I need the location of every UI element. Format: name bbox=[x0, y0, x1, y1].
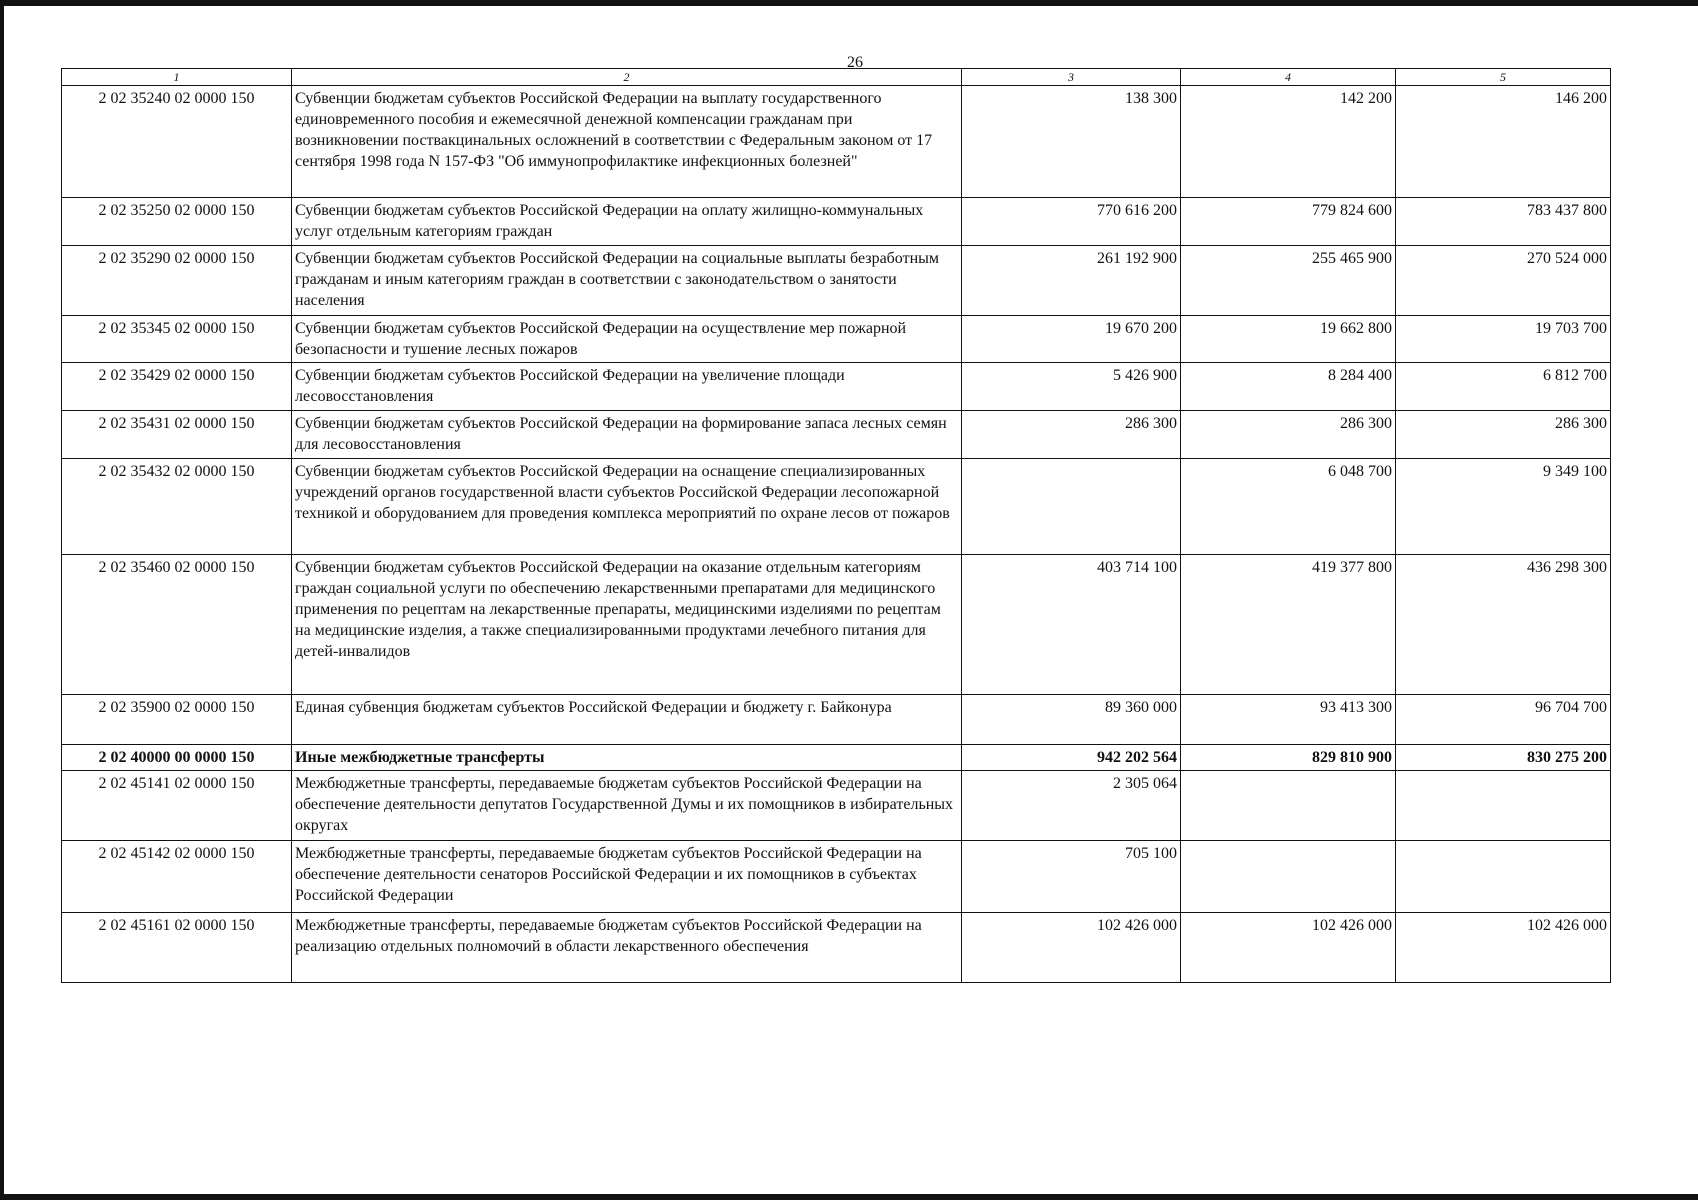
value-col-4: 102 426 000 bbox=[1181, 913, 1396, 983]
value-col-4 bbox=[1181, 841, 1396, 913]
value-col-5 bbox=[1396, 841, 1611, 913]
value-col-3: 286 300 bbox=[962, 411, 1181, 459]
value-col-5: 270 524 000 bbox=[1396, 246, 1611, 316]
value-col-4: 8 284 400 bbox=[1181, 363, 1396, 411]
value-col-4: 286 300 bbox=[1181, 411, 1396, 459]
revenue-name: Субвенции бюджетам субъектов Российской Федерации на оснащение специализированных учреждений органов государственной власти субъектов Российской Федерации лесопожарной техникой и оборудованием для проведения комплекса мероприятий по охране лесов от пожаров bbox=[292, 459, 962, 555]
value-col-3: 138 300 bbox=[962, 86, 1181, 198]
revenue-name: Субвенции бюджетам субъектов Российской Федерации на увеличение площади лесовосстановления bbox=[292, 363, 962, 411]
table-row bbox=[62, 555, 1611, 695]
value-col-3 bbox=[962, 459, 1181, 555]
table-row bbox=[62, 913, 1611, 983]
revenue-name: Межбюджетные трансферты, передаваемые бюджетам субъектов Российской Федерации на обеспечение деятельности сенаторов Российской Федерации и их помощников в субъектах Российской Федерации bbox=[292, 841, 962, 913]
budget-code: 2 02 35290 02 0000 150 bbox=[62, 246, 292, 316]
scan-border-bottom bbox=[0, 1194, 1698, 1200]
budget-code: 2 02 35432 02 0000 150 bbox=[62, 459, 292, 555]
value-col-5: 436 298 300 bbox=[1396, 555, 1611, 695]
budget-code: 2 02 40000 00 0000 150 bbox=[62, 745, 292, 771]
value-col-5: 19 703 700 bbox=[1396, 316, 1611, 363]
table-row bbox=[62, 695, 1611, 745]
value-col-4: 19 662 800 bbox=[1181, 316, 1396, 363]
table-row-total bbox=[62, 745, 1611, 771]
value-col-3: 19 670 200 bbox=[962, 316, 1181, 363]
value-col-4 bbox=[1181, 771, 1396, 841]
value-col-3: 89 360 000 bbox=[962, 695, 1181, 745]
value-col-4: 419 377 800 bbox=[1181, 555, 1396, 695]
header-col-3: 3 bbox=[962, 69, 1181, 86]
page-number: 26 bbox=[847, 54, 863, 71]
value-col-5: 830 275 200 bbox=[1396, 745, 1611, 771]
value-col-3: 403 714 100 bbox=[962, 555, 1181, 695]
budget-code: 2 02 45142 02 0000 150 bbox=[62, 841, 292, 913]
value-col-3: 705 100 bbox=[962, 841, 1181, 913]
scan-border-top bbox=[0, 0, 1698, 6]
budget-code: 2 02 35345 02 0000 150 bbox=[62, 316, 292, 363]
header-row bbox=[62, 69, 1611, 86]
value-col-3: 5 426 900 bbox=[962, 363, 1181, 411]
budget-code: 2 02 35250 02 0000 150 bbox=[62, 198, 292, 246]
revenue-name: Единая субвенция бюджетам субъектов Российской Федерации и бюджету г. Байконура bbox=[292, 695, 962, 745]
table-row bbox=[62, 841, 1611, 913]
budget-code: 2 02 35900 02 0000 150 bbox=[62, 695, 292, 745]
revenue-name: Субвенции бюджетам субъектов Российской Федерации на оплату жилищно-коммунальных услуг отдельным категориям граждан bbox=[292, 198, 962, 246]
value-col-5: 96 704 700 bbox=[1396, 695, 1611, 745]
header-col-2: 2 bbox=[292, 69, 962, 86]
value-col-5: 286 300 bbox=[1396, 411, 1611, 459]
budget-code: 2 02 45141 02 0000 150 bbox=[62, 771, 292, 841]
budget-table bbox=[61, 68, 1611, 983]
value-col-5 bbox=[1396, 771, 1611, 841]
value-col-3: 2 305 064 bbox=[962, 771, 1181, 841]
value-col-3: 770 616 200 bbox=[962, 198, 1181, 246]
value-col-4: 6 048 700 bbox=[1181, 459, 1396, 555]
header-col-5: 5 bbox=[1396, 69, 1611, 86]
budget-code: 2 02 35431 02 0000 150 bbox=[62, 411, 292, 459]
table-row bbox=[62, 316, 1611, 363]
budget-code: 2 02 35460 02 0000 150 bbox=[62, 555, 292, 695]
value-col-5: 146 200 bbox=[1396, 86, 1611, 198]
budget-code: 2 02 35429 02 0000 150 bbox=[62, 363, 292, 411]
value-col-4: 779 824 600 bbox=[1181, 198, 1396, 246]
budget-code: 2 02 35240 02 0000 150 bbox=[62, 86, 292, 198]
value-col-5: 6 812 700 bbox=[1396, 363, 1611, 411]
value-col-5: 102 426 000 bbox=[1396, 913, 1611, 983]
value-col-4: 142 200 bbox=[1181, 86, 1396, 198]
value-col-3: 942 202 564 bbox=[962, 745, 1181, 771]
table-row bbox=[62, 411, 1611, 459]
table-row bbox=[62, 198, 1611, 246]
revenue-name: Межбюджетные трансферты, передаваемые бюджетам субъектов Российской Федерации на обеспечение деятельности депутатов Государственной Думы и их помощников в избирательных округах bbox=[292, 771, 962, 841]
value-col-5: 783 437 800 bbox=[1396, 198, 1611, 246]
value-col-4: 93 413 300 bbox=[1181, 695, 1396, 745]
revenue-name: Субвенции бюджетам субъектов Российской Федерации на оказание отдельным категориям граждан социальной услуги по обеспечению лекарственными препаратами для медицинского применения по рецептам на лекарственные препараты, медицинскими изделиями по рецептам на медицинские изделия, а также специализированными продуктами лечебного питания для детей-инвалидов bbox=[292, 555, 962, 695]
budget-code: 2 02 45161 02 0000 150 bbox=[62, 913, 292, 983]
revenue-name: Иные межбюджетные трансферты bbox=[292, 745, 962, 771]
scan-border-left bbox=[0, 0, 4, 1200]
value-col-3: 261 192 900 bbox=[962, 246, 1181, 316]
revenue-name: Субвенции бюджетам субъектов Российской Федерации на формирование запаса лесных семян для лесовосстановления bbox=[292, 411, 962, 459]
value-col-4: 829 810 900 bbox=[1181, 745, 1396, 771]
table-row bbox=[62, 363, 1611, 411]
revenue-name: Субвенции бюджетам субъектов Российской Федерации на осуществление мер пожарной безопасности и тушение лесных пожаров bbox=[292, 316, 962, 363]
revenue-name: Субвенции бюджетам субъектов Российской Федерации на выплату государственного единовременного пособия и ежемесячной денежной компенсации гражданам при возникновении поствакцинальных осложнений в соответствии с Федеральным законом от 17 сентября 1998 года N 157-ФЗ "Об иммунопрофилактике инфекционных болезней" bbox=[292, 86, 962, 198]
table-row bbox=[62, 86, 1611, 198]
value-col-5: 9 349 100 bbox=[1396, 459, 1611, 555]
value-col-3: 102 426 000 bbox=[962, 913, 1181, 983]
header-col-1: 1 bbox=[62, 69, 292, 86]
table-row bbox=[62, 771, 1611, 841]
revenue-name: Субвенции бюджетам субъектов Российской Федерации на социальные выплаты безработным гражданам и иным категориям граждан в соответствии с законодательством о занятости населения bbox=[292, 246, 962, 316]
header-col-4: 4 bbox=[1181, 69, 1396, 86]
value-col-4: 255 465 900 bbox=[1181, 246, 1396, 316]
table-row bbox=[62, 246, 1611, 316]
revenue-name: Межбюджетные трансферты, передаваемые бюджетам субъектов Российской Федерации на реализацию отдельных полномочий в области лекарственного обеспечения bbox=[292, 913, 962, 983]
table-row bbox=[62, 459, 1611, 555]
